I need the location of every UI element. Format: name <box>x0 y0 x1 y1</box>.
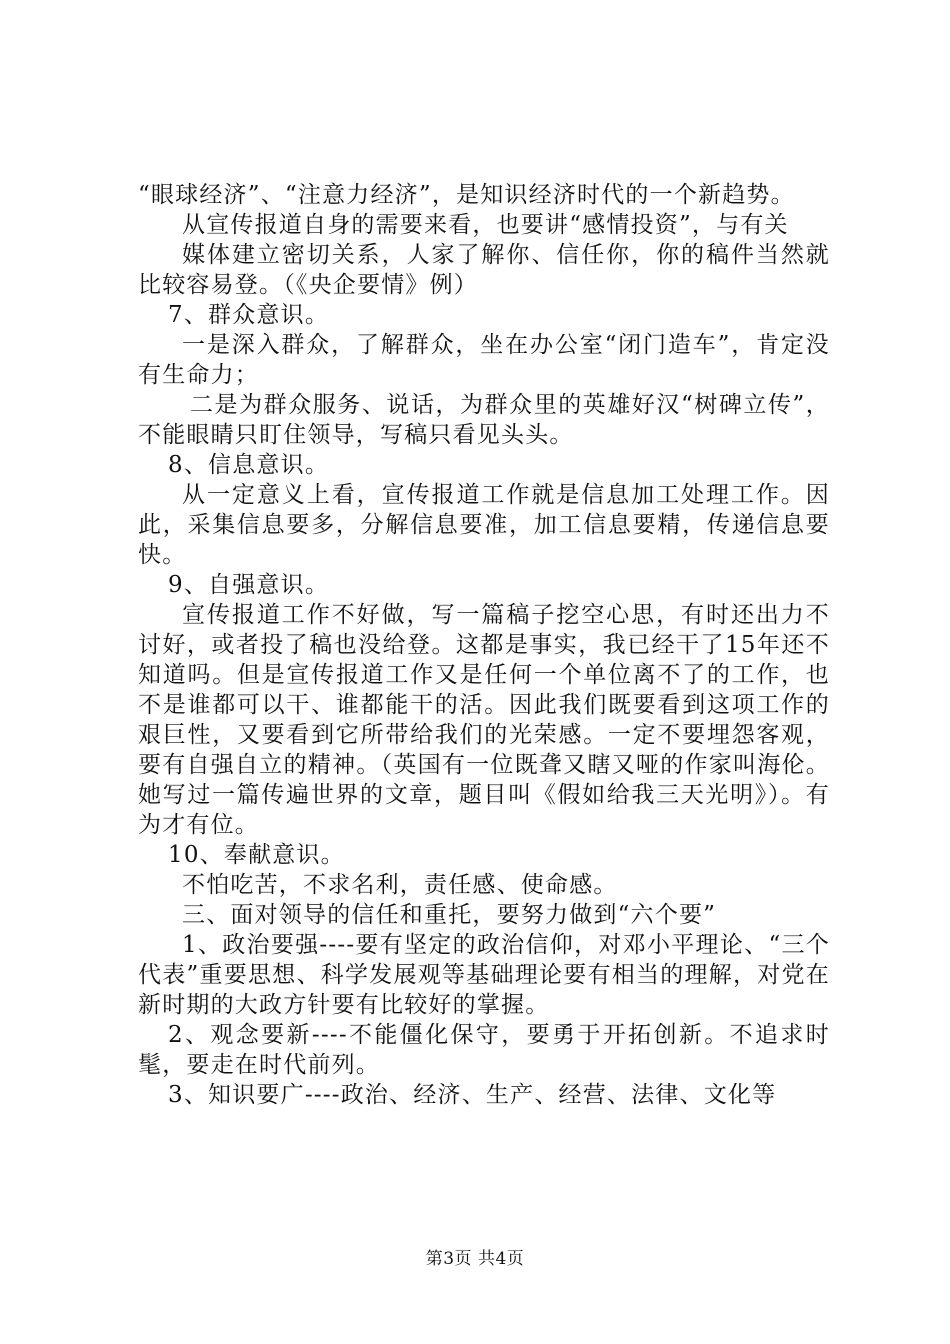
paragraph: 宣传报道工作不好做，写一篇稿子挖空心思，有时还出力不讨好，或者投了稿也没给登。这都是事实，我已经干了15年还不知道吗。但是宣传报道工作又是任何一个单位离不了的工作，也不是谁都可以干、谁都能干的活。因此我们既要看到这项工作的艰巨性，又要看到它所带给我们的光荣感。一定不要埋怨客观，要有自强自立的精神。（英国有一位既聋又瞎又哑的作家叫海伦。她写过一篇传遍世界的文章，题目叫《假如给我三天光明》）。有为才有位。 <box>138 602 830 838</box>
paragraph: 1、政治要强----要有坚定的政治信仰，对邓小平理论、“三个代表”重要思想、科学发展观等基础理论要有相当的理解，对党在新时期的大政方针要有比较好的掌握。 <box>138 932 830 1018</box>
section-heading: 9、自强意识。 <box>168 572 330 598</box>
section-heading: 10、奉献意识。 <box>168 842 345 868</box>
paragraph: 2、观念要新----不能僵化保守，要勇于开拓创新。不追求时髦，要走在时代前列。 <box>138 1022 830 1078</box>
section-heading: 7、群众意识。 <box>168 302 330 328</box>
paragraph: 媒体建立密切关系，人家了解你、信任你，你的稿件当然就比较容易登。（《央企要情》例） <box>138 242 830 298</box>
section-heading: 8、信息意识。 <box>168 452 330 478</box>
paragraph: 一是深入群众，了解群众，坐在办公室“闭门造车”，肯定没有生命力； <box>138 332 830 388</box>
paragraph: “眼球经济”、“注意力经济”，是知识经济时代的一个新趋势。 <box>138 182 795 208</box>
paragraph: 3、知识要广----政治、经济、生产、经营、法律、文化等 <box>168 1082 777 1108</box>
paragraph: 从一定意义上看，宣传报道工作就是信息加工处理工作。因此，采集信息要多，分解信息要准，加工信息要精，传递信息要快。 <box>138 482 830 568</box>
document-body <box>138 180 830 1110</box>
paragraph: 不怕吃苦，不求名利，责任感、使命感。 <box>182 872 618 898</box>
section-heading: 三、面对领导的信任和重托，要努力做到“六个要” <box>182 902 717 928</box>
paragraph: 从宣传报道自身的需要来看，也要讲“感情投资”，与有关 <box>182 212 789 238</box>
page-footer: 第3页 共4页 <box>425 1249 525 1269</box>
paragraph: 二是为群众服务、说话，为群众里的英雄好汉“树碑立传”，不能眼睛只盯住领导，写稿只看见头头。 <box>138 392 830 448</box>
